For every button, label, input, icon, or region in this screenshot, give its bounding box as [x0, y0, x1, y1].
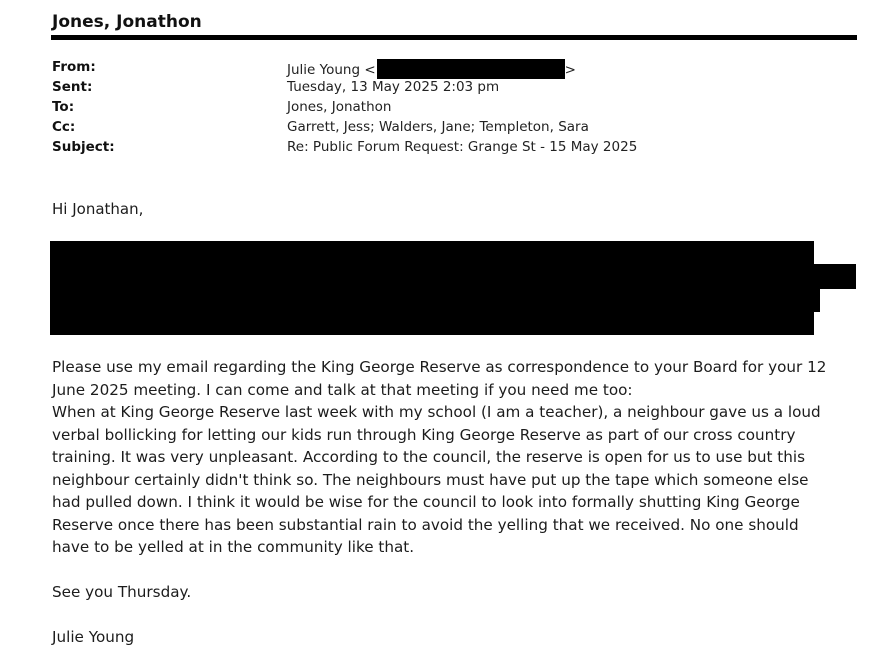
greeting: Hi Jonathan, [52, 200, 144, 218]
email-open-bracket: < [364, 62, 376, 78]
redaction-block-tab [810, 264, 856, 289]
email-close-bracket: > [564, 62, 576, 78]
from-label: From: [52, 59, 96, 75]
main-paragraph [52, 356, 826, 559]
paragraph-line: When at King George Reserve last week with my school (I am a teacher), a neighbour gave us a loud [52, 403, 821, 421]
to-label: To: [52, 99, 75, 115]
paragraph-line: Please use my email regarding the King George Reserve as correspondence to your Board for your 12 [52, 358, 827, 376]
signature: Julie Young [52, 628, 135, 646]
title-divider [51, 35, 857, 40]
cc-value: Garrett, Jess; Walders, Jane; Templeton, Sara [287, 119, 589, 135]
paragraph-line: June 2025 meeting. I can come and talk at that meeting if you need me too: [52, 380, 633, 399]
redaction-block-main [50, 241, 814, 335]
redacted-email [377, 59, 565, 79]
redaction-block-step [810, 288, 820, 312]
sender-name: Julie Young [287, 62, 361, 78]
sent-label: Sent: [52, 79, 93, 95]
document-title: Jones, Jonathon [52, 12, 202, 32]
closing-line: See you Thursday. [52, 583, 192, 601]
to-value: Jones, Jonathon [287, 99, 392, 115]
paragraph-line: have to be yelled at in the community like that. [52, 538, 415, 556]
paragraph-line: training. It was very unpleasant. According to the council, the reserve is open for us to use but this [52, 448, 806, 466]
subject-value: Re: Public Forum Request: Grange St - 15 May 2025 [287, 139, 638, 155]
subject-label: Subject: [52, 139, 115, 155]
paragraph-line: had pulled down. I think it would be wise for the council to look into formally shutting King George [52, 493, 800, 511]
paragraph-line: verbal bollicking for letting our kids run through King George Reserve as part of our cross country [52, 425, 796, 444]
sent-value: Tuesday, 13 May 2025 2:03 pm [287, 79, 500, 95]
cc-label: Cc: [52, 119, 76, 135]
from-value [287, 59, 576, 79]
paragraph-line: neighbour certainly didn't think so. The neighbours must have put up the tape which someone else [52, 470, 809, 489]
paragraph-line: Reserve once there has been substantial rain to avoid the yelling that we received. No one should [52, 515, 799, 534]
